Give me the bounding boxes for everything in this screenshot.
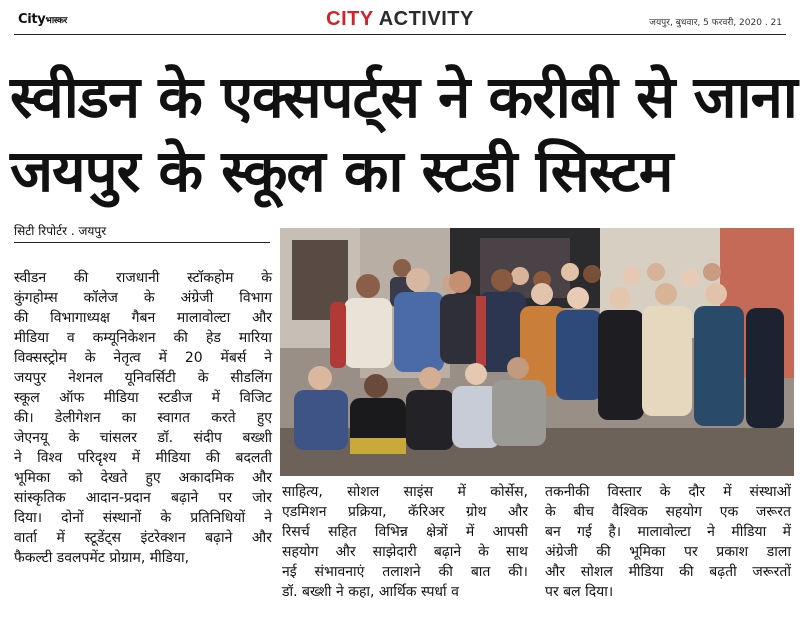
article-line: डॉ. बख्शी ने कहा, आर्थिक स्पर्धा व bbox=[282, 584, 459, 600]
article-line: की विभागाध्यक्ष गैबन मालावोल्टा और bbox=[14, 310, 272, 326]
article-line: कुंगहोम्स कॉलेज के अंग्रेजी विभाग bbox=[14, 290, 272, 306]
article-line: वार्ता में स्टूडेंट्स इंटरेक्शन बढ़ाने और bbox=[14, 530, 272, 546]
article-column-1 bbox=[14, 268, 272, 568]
article-line: फैकल्टी डवलपमेंट प्रोग्राम, मीडिया, bbox=[14, 550, 190, 566]
section-activity: ACTIVITY bbox=[378, 8, 474, 30]
dateline: जयपुर, बुधवार, 5 फरवरी, 2020 . 21 bbox=[649, 18, 782, 28]
article-line: मीडिया व कम्यूनिकेशन की हेड मारिया bbox=[14, 330, 272, 346]
article-line: जेएनयू के चांसलर डॉ. संदीप बख्शी bbox=[14, 430, 272, 446]
article-line: स्कूल ऑफ मीडिया स्टडीज में विजिट bbox=[14, 390, 272, 406]
article-line: और सोशल मीडिया की बढ़ती जरूरतों bbox=[545, 564, 791, 580]
byline: सिटी रिपोर्टर . जयपुर bbox=[14, 224, 107, 238]
masthead-divider bbox=[14, 34, 786, 35]
headline-line-1: स्वीडन के एक्सपर्ट्स ने करीबी से जाना bbox=[10, 63, 797, 131]
brand-city: City bbox=[18, 12, 46, 27]
article-line: तकनीकी विस्तार के दौर में संस्थाओं bbox=[545, 484, 791, 500]
article-line: रिसर्च सहित विभिन्न क्षेत्रों में आपसी bbox=[282, 524, 528, 540]
article-column-3 bbox=[545, 482, 791, 602]
article-line: सांस्कृतिक आदान-प्रदान बढ़ाने पर जोर bbox=[14, 490, 272, 506]
article-line: विक्सस्ट्रोम के नेतृत्व में 20 मेंबर्स ने bbox=[14, 350, 272, 366]
article-line: के बीच वैश्विक सहयोग एक जरूरत bbox=[545, 504, 791, 520]
article-line: दिया। दोनों संस्थानों के प्रतिनिधियों ने bbox=[14, 510, 272, 526]
headline-line-2: जयपुर के स्कूल का स्टडी सिस्टम bbox=[10, 137, 673, 205]
article-line: जयपुर नेशनल यूनिवर्सिटी के सीडलिंग bbox=[14, 370, 272, 386]
article-line: अंग्रेजी की भूमिका पर प्रकाश डाला bbox=[545, 544, 791, 560]
article-line: बन गई है। मालावोल्टा ने मीडिया में bbox=[545, 524, 791, 540]
article-line: एडमिशन प्रक्रिया, कॅरिअर ग्रोथ और bbox=[282, 504, 528, 520]
article-line: ने विश्व परिदृश्य में मीडिया की बदलती bbox=[14, 450, 272, 466]
article-line: सहयोग और साझेदारी बढ़ाने के साथ bbox=[282, 544, 528, 560]
brand-sub: भास्कर bbox=[45, 16, 68, 26]
article-line: नई संभावनाएं तलाशने की बात की। bbox=[282, 564, 528, 580]
article-line: स्वीडन की राजधानी स्टॉकहोम के bbox=[14, 270, 272, 286]
group-photo-illustration bbox=[280, 228, 794, 476]
byline-divider bbox=[14, 242, 270, 243]
article-line: पर बल दिया। bbox=[545, 584, 614, 600]
article-line: की। डेलीगेशन का स्वागत करते हुए bbox=[14, 410, 272, 426]
article-line: भूमिका को देखते हुए अकादमिक और bbox=[14, 470, 272, 486]
article-line: साहित्य, सोशल साइंस में कोर्सेस, bbox=[282, 484, 528, 500]
article-column-2 bbox=[282, 482, 528, 602]
group-photo bbox=[280, 228, 794, 476]
masthead bbox=[14, 8, 786, 32]
section-city: CITY bbox=[326, 8, 374, 30]
